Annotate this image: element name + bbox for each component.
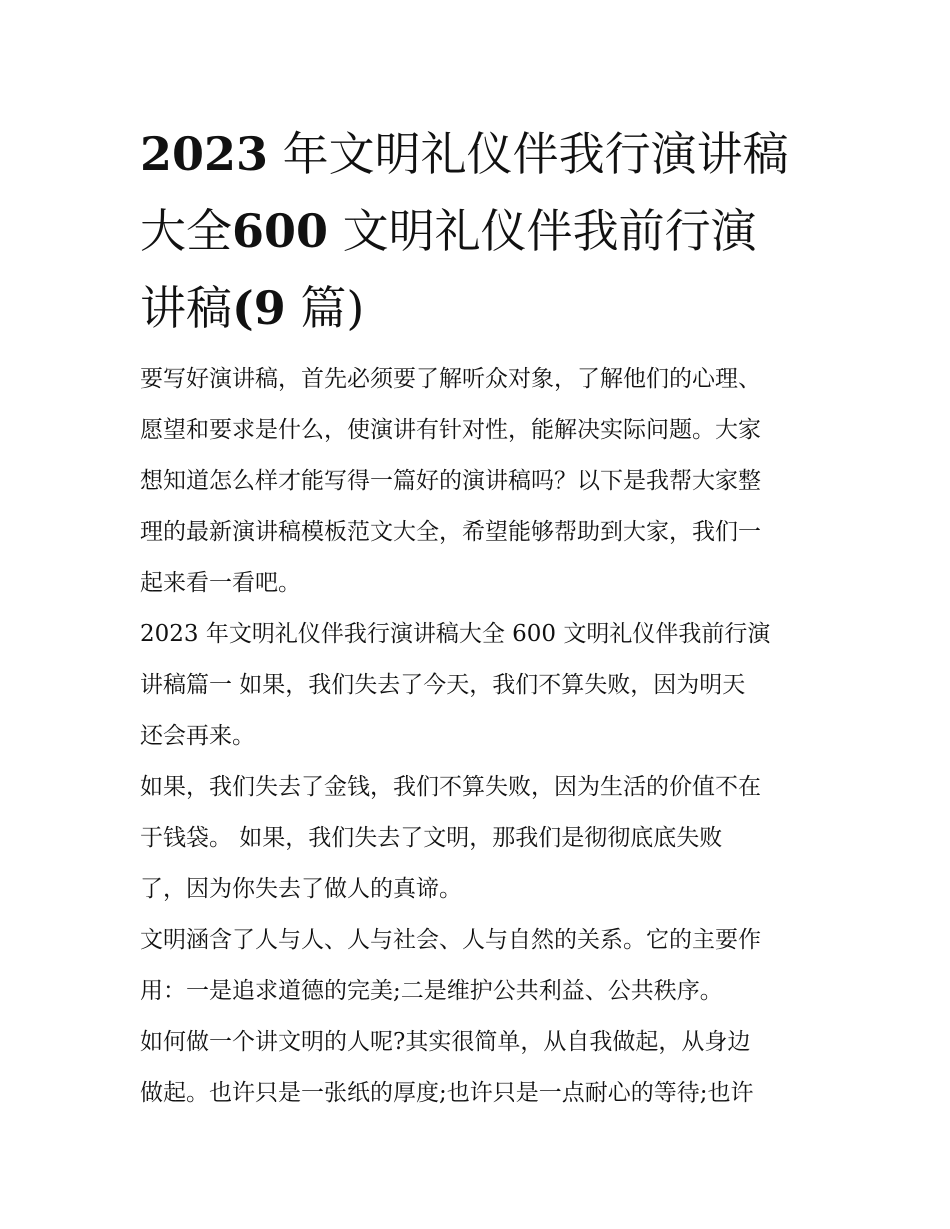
body-line: 起来看一看吧。 (140, 570, 301, 596)
body-line: 如果，我们失去了金钱，我们不算失败，因为生活的价值不在 (140, 774, 761, 800)
body-line: 做起。也许只是一张纸的厚度;也许只是一点耐心的等待;也许 (140, 1080, 754, 1106)
title-text: 讲稿 (140, 281, 232, 335)
title-text: 篇) (285, 281, 365, 335)
document-title (140, 116, 820, 347)
body-line: 想知道怎么样才能写得一篇好的演讲稿吗？以下是我帮大家整 (140, 468, 761, 494)
body-line: 用：一是追求道德的完美;二是维护公共利益、公共秩序。 (140, 978, 723, 1004)
body-line: 理的最新演讲稿模板范文大全，希望能够帮助到大家，我们一 (140, 519, 761, 545)
body-line: 于钱袋。 如果，我们失去了文明，那我们是彻彻底底失败 (140, 825, 723, 851)
body-line: 了，因为你失去了做人的真谛。 (140, 876, 462, 902)
body-line: 愿望和要求是什么，使演讲有针对性，能解决实际问题。大家 (140, 417, 761, 443)
document-body (140, 354, 820, 1119)
title-count: (9 (232, 281, 286, 335)
body-line: 2023 年文明礼仪伴我行演讲稿大全 600 文明礼仪伴我前行演 (140, 621, 771, 647)
title-text: 大全 (140, 204, 232, 258)
body-line: 如何做一个讲文明的人呢?其实很简单，从自我做起，从身边 (140, 1029, 751, 1055)
title-line-2 (140, 193, 820, 270)
body-line: 讲稿篇一 如果，我们失去了今天，我们不算失败，因为明天 (140, 672, 746, 698)
body-line: 还会再来。 (140, 723, 255, 749)
title-text: 年文明礼仪伴我行演讲稿 (268, 127, 789, 181)
title-text: 文明礼仪伴我前行演 (328, 204, 757, 258)
body-line: 文明涵含了人与人、人与社会、人与自然的关系。它的主要作 (140, 927, 761, 953)
title-line-1 (140, 116, 820, 193)
title-number: 600 (232, 204, 329, 258)
title-line-3 (140, 270, 820, 347)
title-year: 2023 (140, 127, 269, 181)
body-line: 要写好演讲稿，首先必须要了解听众对象，了解他们的心理、 (140, 366, 761, 392)
